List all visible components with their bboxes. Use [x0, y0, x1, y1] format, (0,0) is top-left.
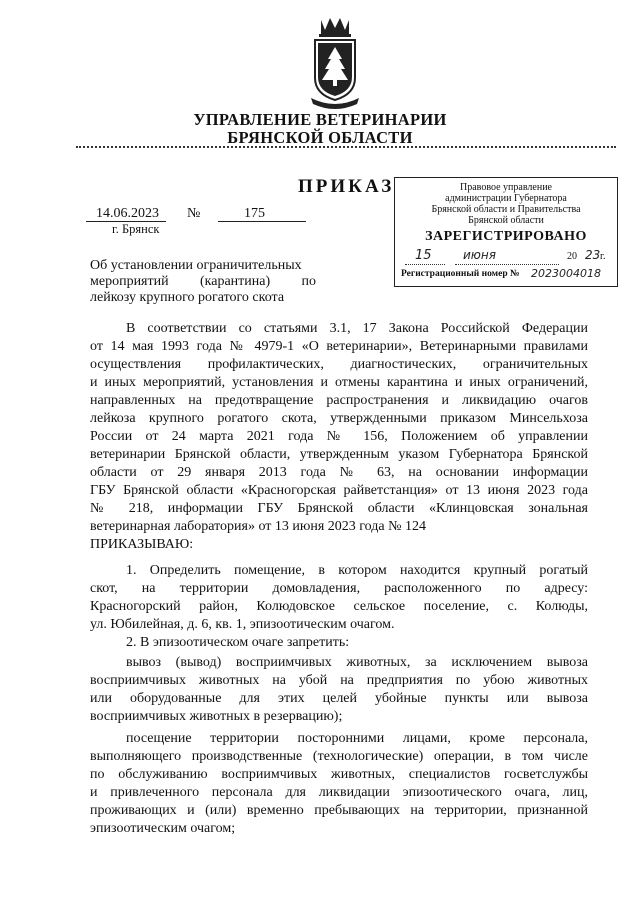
item1-line: ул. Юбилейная, д. 6, кв. 1, эпизоотическим очагом. [90, 617, 395, 632]
ban2-line: эпизоотическим очагом; [90, 821, 236, 836]
item1-line: Красногорский район, Колюдовское сельское поселение, с. Колюды, [90, 599, 588, 614]
stamp-year-prefix: 20 [567, 251, 577, 262]
preamble-line: области от 29 января 2013 года № 63, на основании информации [90, 465, 588, 480]
order-date: 14.06.2023 [96, 206, 159, 221]
ban2-line: выполняющего производственные (технологические) операции, в том числе [90, 749, 588, 764]
number-underline [218, 221, 306, 222]
preamble-line: ветеринарии Брянской области, утвержденным указом Губернатора Брянской [90, 447, 588, 462]
order-city: г. Брянск [112, 222, 160, 236]
stamp-handwritten-day: 15 [415, 248, 432, 263]
ban2-line: по обслуживанию восприимчивых животных, специалистов госветслужбы [90, 767, 588, 782]
stamp-line1: Правовое управление [460, 182, 552, 193]
preamble-line: направленных на предотвращение распространения и ликвидацию очагов [90, 393, 588, 408]
preamble-line: № 218, информации ГБУ Брянской области «Клинцовская зональная [90, 501, 588, 516]
stamp-handwritten-year: 23 [585, 248, 601, 262]
subject-line2: мероприятий (карантина) по [90, 274, 316, 289]
item2-line: 2. В эпизоотическом очаге запретить: [126, 635, 350, 650]
preamble-line: лейкоза крупного рогатого скота, утвержденными приказом Минсельхоза [90, 411, 588, 426]
stamp-year-suffix: г. [600, 251, 606, 262]
ban1-line: вывоз (вывод) восприимчивых животных, за исключением вывоза [126, 655, 588, 670]
stamp-line2: администрации Губернатора [445, 193, 567, 204]
preamble-line: России от 24 марта 2021 года № 156, Положением об управлении [90, 429, 588, 444]
stamp-reg-label: Регистрационный номер № [401, 269, 520, 279]
preamble-line: и иных мероприятий, установления и отмены карантина и иных ограничений, [90, 375, 588, 390]
preamble-line: осуществления профилактических, диагностических, ограничительных [90, 357, 588, 372]
preamble-line: от 14 мая 1993 года № 4979-1 «О ветеринарии», Ветеринарными правилами [90, 339, 588, 354]
decree-word: ПРИКАЗЫВАЮ: [90, 537, 194, 552]
stamp-handwritten-reg-number: 2023004018 [531, 267, 601, 280]
header-divider [76, 146, 616, 148]
coat-of-arms-emblem [301, 14, 369, 110]
stamp-handwritten-month: июня [463, 248, 496, 262]
preamble-line: ГБУ Брянской области «Красногорская райветстанция» от 13 июня 2023 года [90, 483, 588, 498]
subject-line1: Об установлении ограничительных [90, 258, 302, 273]
ban1-line: или оборудованные для этих целей убойные пункты или вывоза [90, 691, 588, 706]
order-number: 175 [244, 206, 265, 221]
org-name-line2: БРЯНСКОЙ ОБЛАСТИ [227, 128, 413, 147]
preamble-line: ветеринарная лаборатория» от 13 июня 2023 года № 124 [90, 519, 426, 534]
number-sign: № [187, 206, 201, 221]
item1-line: 1. Определить помещение, в котором находится крупный рогатый [126, 563, 588, 578]
ban1-line: восприимчивых животных на убой на предприятия по убою животных [90, 673, 588, 688]
ban2-line: проживающих и (или) временно пребывающих на территории, признанной [90, 803, 588, 818]
preamble-line: В соответствии со статьями 3.1, 17 Закона Российской Федерации [126, 321, 588, 336]
stamp-month-underline [455, 264, 559, 265]
ban2-line: и привлеченного персонала для ликвидации эпизоотического очага, лиц, [90, 785, 588, 800]
stamp-line3: Брянской области и Правительства [431, 204, 581, 215]
stamp-registered: ЗАРЕГИСТРИРОВАНО [425, 229, 587, 244]
registration-stamp [394, 177, 618, 287]
org-name-line1: УПРАВЛЕНИЕ ВЕТЕРИНАРИИ [193, 110, 447, 129]
item1-line: скот, на территории домовладения, расположенного по адресу: [90, 581, 588, 596]
stamp-line4: Брянской области [468, 215, 544, 226]
ban2-line: посещение территории посторонними лицами, кроме персонала, [126, 731, 588, 746]
document-title: ПРИКАЗ [298, 176, 395, 197]
subject-line3: лейкозу крупного рогатого скота [90, 290, 285, 305]
stamp-day-underline [405, 264, 445, 265]
ban1-line: восприимчивых животных в резервацию); [90, 709, 343, 724]
